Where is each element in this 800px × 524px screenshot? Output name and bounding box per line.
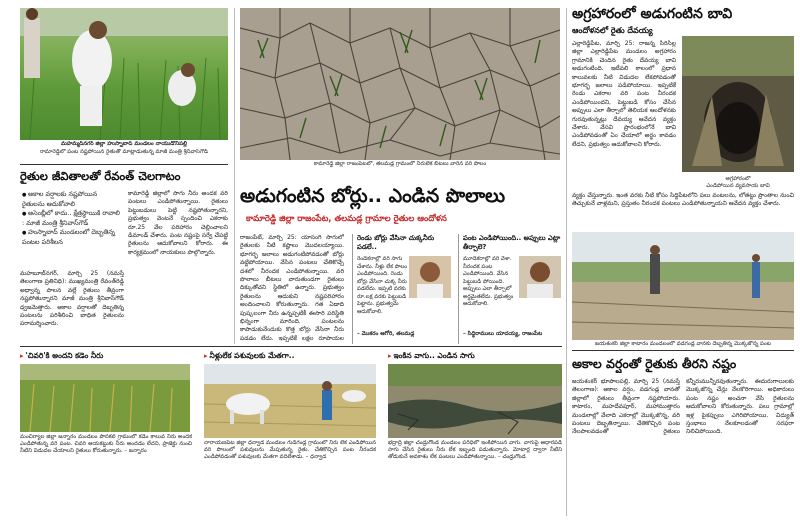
quote-box-2-text: మూడెకరాల్లో వరి వేశా. నీరందక పంట ఎండిపోయింది. వేసిన పెట్టుబడి పోయింది. అప్పులు ఎలా తీర్చాలో అర్థమైతలేదు. ప్రభుత్వం ఆదుకోవాలి. [463, 256, 514, 307]
dry-well-photo [682, 36, 794, 172]
cattle-fodder-headline [204, 351, 294, 362]
main-subhead: కామారెడ్డి జిల్లా రాజంపేట, తలమడ్ల గ్రామాల రైతుల ఆందోళన [246, 214, 447, 224]
triangle-marker-icon: ▸ [388, 352, 392, 360]
dry-stream-headline [388, 351, 475, 362]
cracked-field-caption: కామారెడ్డి జిల్లా రాజంపేటలో, తలమడ్ల గ్రామంలో నీరులేక బీటలు వారిన వరి పొలం [313, 161, 487, 167]
well-story-body-1: ఎల్లారెడ్డిపేట, మార్చి 25: రాజన్న సిరిసిల్ల జిల్లా ఎల్లారెడ్డిపేట మండలం అగ్రహారం గ్రామానికి చెందిన రైతు దేవయ్య బావి అడుగంటింది. ఇటీవలి కాలంలో ప్రధాన కాలువలకు నీటి విడుదల లేకపోవడంతో భూగర్భ జలాలు పడిపోయాయి. ఇప్పటికే రెండు ఎకరాల వరి పంట నీరందక ఎండిపోయిందని, పెట్టుబడి కోసం చేసిన అప్పులు ఎలా తీర్చాలో తెలియక ఆందోళనకు గురవుతున్నట్లు దేవయ్య ఆవేదన వ్యక్తం చేశారు. వేసవి ప్రారంభంలోనే బావి ఎండిపోవడంతో ఏం చేయాలో అర్థం కావడం లేదని, ప్రభుత్వం ఆదుకోవాలని కోరారు. [572, 40, 676, 148]
revanth-story-body-1: మహబూబ్‌నగర్, మార్చి 25 (నమస్తే తెలంగాణ ప్రతినిధి): ముఖ్యమంత్రి రేవంత్‌రెడ్డి అధ్వాన్న పాలన వల్లే రైతులు తీవ్రంగా నష్టపోతున్నారని మాజీ మంత్రి శ్రీనివాస్‌గౌడ్ ధ్వజమెత్తారు. అకాల వర్షాలతో దెబ్బతిన్న పంటలను పరిశీలించి బాధిత రైతులను పరామర్శించారు. [20, 270, 124, 328]
farmer-face-icon [409, 256, 451, 298]
cattle-caption: నారాయణపేట జిల్లా ధన్వాడ మండలం గుడిగండ్ల గ్రామంలో నీరు లేక ఎండిపోయిన వరి పొలంలో పశువులను మేపుతున్న రైతు. చేతికొచ్చిన పంట నీరందక ఎండిపోవడంతో పశువులకు మేతగా వదిలేశాడు. – ధన్వాడ [204, 440, 376, 460]
farmer-face-icon [519, 256, 561, 298]
quote-box-1-credit: – మొకరం ఆగోరి, తలమడ్ల [357, 331, 415, 337]
dry-well-caption-1: అగ్రహారంలో [725, 176, 751, 182]
cracked-field-photo [240, 8, 560, 160]
cattle-fodder-headline-text: నీళ్లులేక పశువులకు మేతగా.. [209, 351, 295, 360]
dry-well-caption-2: ఎండిపోయిన వ్యవసాయ బావి [706, 183, 770, 189]
unseasonal-rain-headline: అకాల వర్షంతో రైతుకు తీరని నష్టం [572, 356, 737, 371]
bullet-item: ● అసెంబ్లీలో కాదు.. క్షేత్రస్థాయికి రావాలి : మాజీ మంత్రి శ్రీనివాస్‌గౌడ్ [22, 209, 120, 228]
cracked-earth-illustration [240, 8, 560, 160]
well-story-body-2: వ్యక్తం చేస్తున్నారు. ఇంత వరకు నీటి కోసం సిద్దిపేటలోని పలు వంటలను, లోతట్టు ప్రాంతాల నుంచి తెచ్చుకునే వాళ్లమని, ప్రస్తుతం నీరందక పంటలు ఎండిపోతున్నాయని ఆవేదన వ్యక్తం చేశారు. [572, 192, 794, 208]
dry-stream-headline-text: ఇంకిన వాగు.. ఎండిన సాగు [393, 351, 475, 360]
bottom-right-rule [572, 350, 794, 351]
triangle-marker-icon: ▸ [20, 352, 24, 360]
farmer-portrait-1 [409, 256, 451, 298]
bullet-item: ● అకాల వర్షాలకు నష్టపోయిన రైతులను ఆదుకోవాలి [22, 190, 120, 209]
quote-box-1 [352, 234, 453, 344]
quote-box-2-credit: – సిద్ధిరాములు యాదయ్య, రాజంపేట [463, 331, 543, 337]
farmers-photo-location: మహమ్మద్‌నగర్ జిల్లా హుస్నాబాద్ మండలం నాయుడోనిపల్లి [60, 141, 188, 147]
dry-stream-illustration [388, 364, 562, 438]
mid-left-top-rule [20, 164, 228, 165]
kadem-water-headline-text: 'చివరి'కి అందని కడెం నీరు [25, 351, 104, 360]
farmers-field-illustration [20, 8, 228, 140]
kadem-caption: మంచిర్యాల జిల్లా జన్నారం మండలం పొనకల్ గ్రామంలో కడెం కాలువ నీరు అందక ఎండిపోతున్న వరి పంట. చివరి ఆయకట్టుకు నీరు అందడం లేదని, ప్రాజెక్టు నుంచి నీటిని విడుదల చేయాలని రైతులు కోరుతున్నారు. – జన్నారం [20, 434, 192, 454]
main-story-body: రాజంపేట్, మార్చి 25: యాసంగి సాగులో రైతులకు నీటి కష్టాలు మొదలయ్యాయి. భూగర్భ జలాలు అడుగంటిపోవడంతో బోర్లు వట్టిపోయాయి. వేసిన పంటలు చేతికొచ్చే దశలో నీరందక ఎండిపోతున్నాయి. వరి పొలాలు బీటలు వారుతుండగా రైతులు దిక్కుతోచని స్థితిలో ఉన్నారు. ప్రభుత్వం రైతులను ఆదుకుని నష్టపరిహారం అందించాలని కోరుతున్నారు. గత ఏడాది పుష్కలంగా నీరు ఉన్నప్పటికీ ఈసారి పరిస్థితి భిన్నంగా మారింది. పంటలను కాపాడుకునేందుకు కొత్త బోర్లు వేసినా నీరు పడడం లేదు. ఇప్పటికే లక్షల రూపాయల [240, 234, 344, 342]
quote-box-1-text: రెండెకరాల్లో వరి సాగు చేశాను. నీళ్లు లేక పొలం ఎండిపోయింది. రెండు బోర్లు వేసినా చుక్క నీరు పడలేదు. ఇప్పటి వరకు రూ.లక్ష వరకు పెట్టుబడి పెట్టాను. ప్రభుత్వమే ఆదుకోవాలి. [357, 256, 407, 315]
quote-box-2-title: పంట ఎండిపోయింది.. అప్పులు ఎట్లా తీర్చాలె? [463, 234, 561, 251]
unseasonal-rain-body: జయశంకర్ భూపాలపల్లి, మార్చి 25 (నమస్తే తెలంగాణ): అకాల వర్షం, వడగండ్ల వానతో జిల్లాలో రైతులు తీవ్రంగా నష్టపోయారు. కాటారం, మహదేవపూర్, మహాముత్తారం మండలాల్లో వేలాది ఎకరాల్లో మొక్కజొన్న, వరి పంటలు దెబ్బతిన్నాయి. చేతికొచ్చిన పంట నేలపాలవడంతో రైతులు కన్నీరుమున్నీరవుతున్నారు. ఈదురుగాలులకు మొక్కజొన్న చేన్లు నేలకొరిగాయి. అధికారులు పంట నష్టం అంచనా వేసి రైతులను ఆదుకోవాలని కోరుతున్నారు. పలు గ్రామాల్లో ఇళ్ల పైకప్పులు ఎగిరిపోయాయి. విద్యుత్ స్తంభాలు నేలకూలడంతో సరఫరా నిలిచిపోయింది. [572, 378, 794, 436]
bullet-item: ● హుస్నాబాద్ మండలంలో దెబ్బతిన్న పంటల పరిశీలన [22, 228, 120, 247]
dry-stream-photo [388, 364, 562, 438]
dry-stream-caption: భద్రాద్రి జిల్లా చండ్రుగొండ మండలం పరిధిలో ఇంకిపోయిన వాగు. వాగుపై ఆధారపడి సాగు చేసిన రైతులు నీరు లేక ఇబ్బంది పడుతున్నారు. మోటార్ల ద్వారా నీటిని తోడుకునే అవకాశం లేక పంటలు ఎండిపోతున్నాయి. – చండ్రుగొండ [388, 440, 562, 460]
revanth-story-body-2: కామారెడ్డి జిల్లాలో సాగు నీరు అందక వరి పంటలు ఎండిపోతున్నాయి. రైతులు పెట్టుబడులు పెట్టి నష్టపోతున్నారని, ప్రభుత్వం వెంటనే స్పందించి ఎకరాకు రూ.25 వేల పరిహారం చెల్లించాలని డిమాండ్ చేశారు. పంట నష్టంపై సర్వే చేపట్టి రైతులను ఆదుకోవాలని కోరారు. ఈ కార్యక్రమంలో నాయకులు పాల్గొన్నారు. [128, 190, 228, 256]
column-rule-right [566, 8, 567, 516]
well-story-subhead: ఆందోళనలో రైతు దేవయ్య [572, 26, 653, 35]
dry-well-illustration [682, 36, 794, 172]
cattle-grazing-illustration [204, 364, 376, 438]
well-story-headline: అగ్రహారంలో అడుగంటిన బావి [572, 6, 733, 22]
rain-damage-illustration [572, 232, 794, 340]
farmers-photo-caption: రామారెడ్డిలో పంట నష్టపోయిన రైతుతో మాట్లాడుతున్న మాజీ మంత్రి శ్రీనివాస్‌గౌడ్ [39, 149, 209, 155]
kadem-field-photo [20, 364, 190, 432]
kadem-water-headline [20, 351, 103, 362]
revanth-story-bullets [22, 190, 120, 247]
bottom-row-rule [20, 346, 562, 347]
farmers-field-photo [20, 8, 228, 140]
paddy-field-illustration [20, 364, 190, 432]
quote-box-2 [458, 234, 563, 344]
revanth-story-headline: రైతుల జీవితాలతో రేవంత్ చెలగాటం [20, 169, 181, 183]
triangle-marker-icon: ▸ [204, 352, 208, 360]
farmer-portrait-2 [519, 256, 561, 298]
rain-damage-caption: జయశంకర్ జిల్లా కాటారం మండలంలో వడగండ్ల వానకు దెబ్బతిన్న మొక్కజొన్న పంట [595, 341, 771, 347]
column-rule-left [234, 8, 235, 344]
cattle-field-photo [204, 364, 376, 438]
rain-damage-photo [572, 232, 794, 340]
quote-box-1-title: రెండు బోర్లు వేసినా చుక్కనీరు పడలే.. [357, 234, 435, 251]
main-headline: అడుగంటిన బోర్లు.. ఎండిన పొలాలు [240, 185, 506, 207]
